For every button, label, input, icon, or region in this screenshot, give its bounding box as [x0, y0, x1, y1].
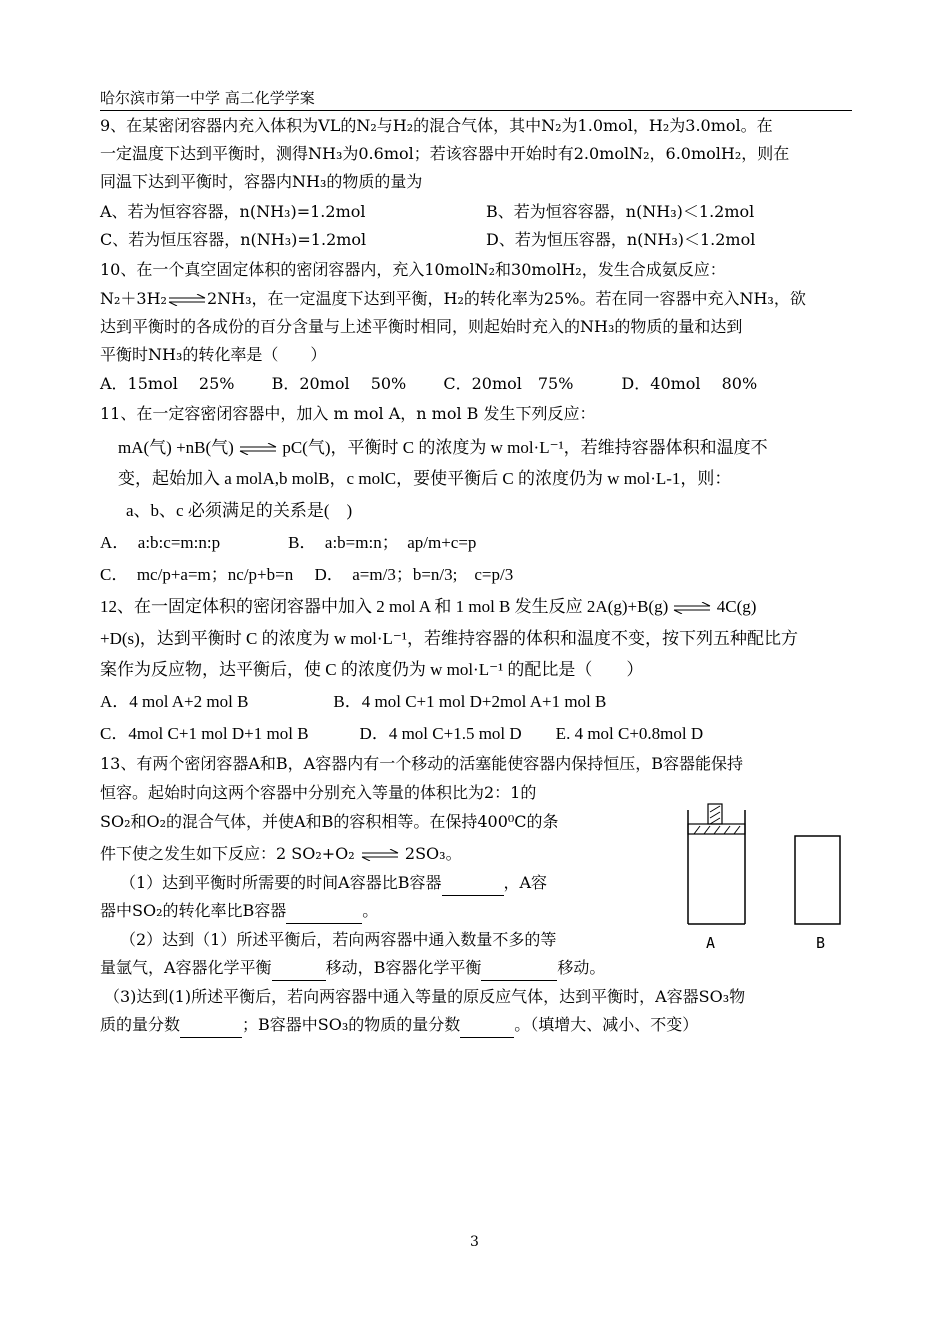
q10-line-2-rest: 2NH₃，在一定温度下达到平衡，H₂的转化率为25%。若在同一容器中充入NH₃，欲 [206, 289, 806, 308]
q10-line-2 [100, 287, 806, 311]
q13-line-8 [100, 956, 605, 981]
answer-blank[interactable] [460, 1013, 514, 1038]
q10-options: A．15mol 25% B．20mol 50% C．20mol 75% D．40mol 80% [100, 374, 758, 393]
q13-part1-cont: ，A容 [503, 873, 548, 892]
q12-options-cde: C．4mol C+1 mol D+1 mol B D．4 mol C+1.5 mol D E. 4 mol C+0.8mol D [100, 724, 704, 743]
q13-line-10 [100, 1013, 698, 1038]
q10-line-3: 达到平衡时的各成份的百分含量与上述平衡时相同，则起始时充入的NH₃的物质的量和达到 [100, 317, 743, 336]
container-b [795, 836, 840, 924]
q11-line-3: 变，起始加入 a molA,b molB，c molC，要使平衡后 C 的浓度仍为 w mol·L-1，则： [118, 469, 732, 488]
q11-reactants: mA(气) +nB(气) [118, 438, 234, 457]
q13-line-7: （2）达到（1）所述平衡后，若向两容器中通入数量不多的等 [120, 930, 557, 949]
q12-line-1 [100, 595, 756, 619]
q12-line-2: +D(s)，达到平衡时 C 的浓度为 w mol·L⁻¹，若维持容器的体积和温度不变，按下列五种配比方 [100, 629, 798, 648]
answer-blank[interactable] [272, 956, 326, 981]
q13-line-5 [120, 871, 547, 896]
q11-options-ab: A． a:b:c=m:n:p B． a:b=m:n； ap/m+c=p [100, 533, 477, 552]
q13-part3-cont: ；B容器中SO₃的物质的量分数 [242, 1015, 461, 1034]
q10-line-4: 平衡时NH₃的转化率是（ ） [100, 345, 327, 364]
q13-part2-end: 移动。 [557, 958, 606, 977]
answer-blank[interactable] [442, 871, 504, 896]
q12-line-1-end: 4C(g) [716, 597, 757, 616]
q12-options-ab: A．4 mol A+2 mol B B．4 mol C+1 mol D+2mol A+1 mol B [100, 692, 607, 711]
q13-reaction-right: 2SO₃。 [404, 844, 462, 863]
q13-reaction-left: 件下使之发生如下反应：2 SO₂+O₂ [100, 844, 355, 863]
q9-line-1: 9、在某密闭容器内充入体积为VL的N₂与H₂的混合气体，其中N₂为1.0mol，H₂为3.0mol。在 [100, 116, 773, 135]
label-a: A [706, 934, 716, 952]
q13-part2-text: 量氩气，A容器化学平衡 [100, 958, 272, 977]
container-a [688, 804, 745, 924]
q11-line-1: 11、在一定容密闭容器中，加入 m mol A，n mol B 发生下列反应： [100, 404, 596, 423]
q11-line-2-rest: pC(气)，平衡时 C 的浓度为 w mol·L⁻¹，若维持容器体积和温度不 [282, 438, 768, 457]
q13-part1-text: （1）达到平衡时所需要的时间A容器比B容器 [120, 873, 442, 892]
q9-line-3: 同温下达到平衡时，容器内NH₃的物质的量为 [100, 172, 423, 191]
piston [688, 824, 745, 834]
page-number: 3 [470, 1234, 479, 1250]
q13-line-1: 13、有两个密闭容器A和B，A容器内有一个移动的活塞能使容器内保持恒压，B容器能保持 [100, 754, 743, 773]
q9-option-d: D、若为恒压容器，n(NH₃)＜1.2mol [486, 230, 756, 249]
q10-reactants: N₂＋3H₂ [100, 289, 167, 308]
q13-part1-text-2: 器中SO₂的转化率比B容器 [100, 901, 287, 920]
q9-line-2: 一定温度下达到平衡时，测得NH₃为0.6mol；若该容器中开始时有2.0molN₂，6.0molH₂，则在 [100, 144, 790, 163]
q10-line-1: 10、在一个真空固定体积的密闭容器内，充入10molN₂和30molH₂，发生合成氨反应： [100, 260, 726, 279]
equilibrium-arrow-icon [672, 602, 712, 614]
q9-option-a: A、若为恒容容器，n(NH₃)=1.2mol [100, 202, 366, 221]
container-diagram [680, 798, 850, 958]
q11-line-4: a、b、c 必须满足的关系是( ) [126, 501, 353, 520]
q9-option-b: B、若为恒容容器，n(NH₃)＜1.2mol [486, 202, 755, 221]
equilibrium-arrow-icon [360, 849, 400, 861]
answer-blank[interactable] [481, 956, 557, 981]
page-header: 哈尔滨市第一中学 高二化学学案 [100, 86, 852, 111]
equilibrium-arrow-icon [238, 443, 278, 455]
answer-blank[interactable] [286, 899, 362, 924]
q13-part1-end: 。 [362, 901, 379, 920]
q13-line-2: 恒容。起始时向这两个容器中分别充入等量的体积比为2：1的 [100, 783, 537, 802]
q13-line-9: （3)达到(1)所述平衡后，若向两容器中通入等量的原反应气体，达到平衡时，A容器SO₃物 [104, 987, 746, 1006]
q13-part2-cont: 移动，B容器化学平衡 [325, 958, 482, 977]
q13-part3-text: 质的量分数 [100, 1015, 181, 1034]
q11-line-2 [118, 436, 768, 460]
q13-line-3: SO₂和O₂的混合气体，并使A和B的容积相等。在保持400⁰C的条 [100, 812, 559, 831]
equilibrium-arrow-icon [167, 294, 207, 306]
q11-options-cd: C． mc/p+a=m；nc/p+b=n D． a=m/3；b=n/3; c=p/3 [100, 565, 514, 584]
q13-line-6 [100, 899, 378, 924]
q12-line-1-start: 12、在一固定体积的密闭容器中加入 2 mol A 和 1 mol B 发生反应 2A(g)+B(g) [100, 597, 669, 616]
answer-blank[interactable] [180, 1013, 242, 1038]
q13-line-4 [100, 842, 462, 866]
q13-part3-end: 。（填增大、减小、不变） [514, 1015, 699, 1034]
q12-line-3: 案作为反应物，达平衡后，使 C 的浓度仍为 w mol·L⁻¹ 的配比是（ ） [100, 660, 644, 679]
q9-option-c: C、若为恒压容器，n(NH₃)=1.2mol [100, 230, 367, 249]
label-b: B [816, 934, 826, 952]
